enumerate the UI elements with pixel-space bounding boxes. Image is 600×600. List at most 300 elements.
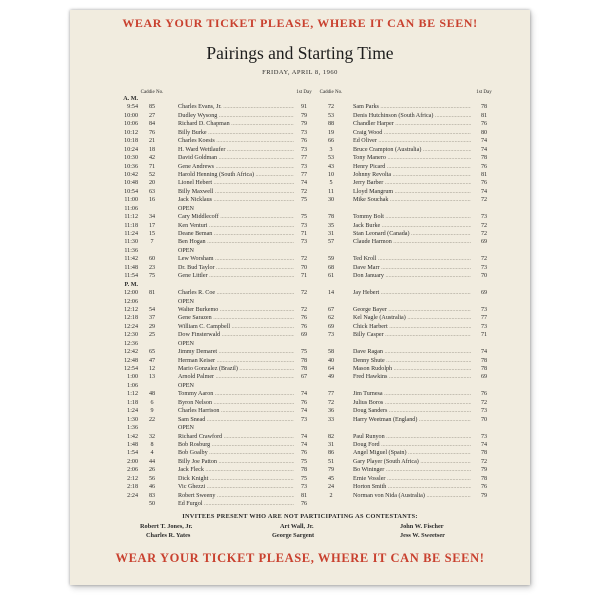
pairing-row [70, 500, 530, 508]
caddie-number: 58 [327, 349, 335, 356]
caddie-number: 42 [148, 155, 156, 162]
player-name: Robert Sweeny ..... [178, 492, 294, 500]
invitee-name: George Sargent [272, 532, 315, 539]
tee-time: 2:18 [127, 484, 138, 491]
tee-time: 2:06 [127, 467, 138, 474]
tee-time: 12:36 [124, 340, 138, 347]
caddie-number: 68 [327, 264, 335, 271]
tee-time: 11:30 [124, 239, 138, 246]
tee-time: 2:12 [127, 475, 138, 482]
tee-time: 11:36 [124, 247, 138, 254]
tee-time: 11:48 [124, 264, 138, 271]
caddie-number: 82 [327, 433, 335, 440]
tee-time: 12:24 [124, 323, 138, 330]
caddie-number: 72 [327, 399, 335, 406]
player-name: Claude Harmon ..... [353, 238, 471, 246]
caddie-number: 16 [148, 197, 156, 204]
tee-time: 12:42 [124, 349, 138, 356]
caddie-number: 63 [148, 188, 156, 195]
player-name: Sam Snead ..... [178, 416, 294, 424]
player-name: Herman Keiser ..... [178, 357, 294, 365]
first-day-score: 73 [294, 163, 314, 171]
first-day-score: 72 [474, 458, 494, 466]
player-name: Lionel Hebert ..... [178, 179, 294, 187]
player-name: Billy Maxwell ..... [178, 188, 294, 196]
caddie-number: 11 [328, 188, 334, 195]
first-day-score: 67 [294, 373, 314, 381]
caddie-number: 35 [327, 222, 335, 229]
player-name: Chick Harbert ..... [353, 323, 471, 331]
caddie-number: 65 [148, 349, 156, 356]
pairing-row [70, 264, 530, 272]
pairing-row [70, 179, 530, 187]
first-day-score: 76 [294, 137, 314, 145]
tee-time: 10:30 [124, 155, 138, 162]
first-day-score: 73 [294, 146, 314, 154]
first-day-score: 70 [474, 416, 494, 424]
first-day-header-left: 1st Day [296, 90, 312, 95]
first-day-score: 73 [294, 416, 314, 424]
open-slot-row [70, 340, 530, 348]
pairing-row [70, 373, 530, 381]
player-name: Angel Miguel (Spain) ..... [353, 449, 471, 457]
pairing-row [70, 475, 530, 483]
pairing-row [70, 365, 530, 373]
first-day-score: 76 [294, 314, 314, 322]
caddie-number: 4 [150, 450, 154, 457]
first-day-score: 74 [294, 433, 314, 441]
tee-time: 11:18 [124, 222, 138, 229]
ticket-banner-bottom: WEAR YOUR TICKET PLEASE, WHERE IT CAN BE SEEN! [115, 551, 485, 565]
open-slot-label: OPEN [178, 247, 194, 254]
tee-time: 10:12 [124, 129, 138, 136]
first-day-score: 72 [294, 188, 314, 196]
open-slot-row [70, 382, 530, 390]
tee-time: 1:24 [127, 408, 138, 415]
first-day-score: 73 [294, 238, 314, 246]
pairing-row [70, 154, 530, 162]
player-name: Doug Ford ..... [353, 441, 471, 449]
pairing-row [70, 230, 530, 238]
caddie-number: 50 [148, 501, 156, 507]
pairing-row [70, 129, 530, 137]
caddie-number: 45 [327, 475, 335, 482]
date-line: FRIDAY, APRIL 8, 1960 [262, 69, 338, 76]
player-name: Jay Hebert ..... [353, 289, 471, 297]
tee-time: 11:24 [124, 231, 138, 237]
first-day-score: 74 [294, 407, 314, 415]
pairing-row [70, 348, 530, 356]
tee-time: 12:54 [124, 366, 138, 372]
caddie-number: 3 [329, 146, 333, 153]
player-name: Norman von Nida (Australia) ..... [353, 492, 471, 500]
tee-time: 9:54 [127, 104, 138, 111]
invitee-name: Art Wall, Jr. [280, 523, 314, 530]
first-day-score: 69 [474, 238, 494, 246]
pairing-row [70, 314, 530, 322]
tee-time: 12:48 [124, 357, 138, 364]
tee-time: 11:00 [124, 197, 138, 204]
caddie-number: 53 [327, 155, 335, 162]
caddie-number: 10 [327, 171, 335, 178]
player-name: Jack Nicklaus ..... [178, 196, 294, 204]
caddie-number: 33 [327, 416, 335, 423]
pairing-row [70, 137, 530, 145]
pairing-row [70, 120, 530, 128]
player-name: Arnold Palmer ..... [178, 373, 294, 381]
first-day-score: 72 [294, 289, 314, 297]
player-name: Billy Joe Patton ..... [178, 458, 294, 466]
invitee-name: Robert T. Jones, Jr. [140, 523, 193, 530]
pairing-row [70, 272, 530, 280]
caddie-number: 67 [327, 306, 335, 313]
pairing-row [70, 407, 530, 415]
player-name: Charles R. Coe ..... [178, 289, 294, 297]
caddie-number: 2 [329, 492, 333, 499]
player-name: Chandler Harper ..... [353, 120, 471, 128]
player-name: Gene Andrews ..... [178, 163, 294, 171]
tee-time: 1:48 [127, 441, 138, 448]
first-day-score: 72 [474, 255, 494, 263]
first-day-score: 79 [294, 120, 314, 128]
caddie-number: 76 [148, 129, 156, 136]
tee-time: 1:42 [127, 433, 138, 440]
caddie-number: 27 [148, 112, 156, 119]
pairing-row [70, 323, 530, 331]
first-day-score: 72 [474, 222, 494, 230]
caddie-number: 78 [327, 214, 335, 221]
first-day-score: 78 [474, 365, 494, 373]
first-day-header-right: 1st Day [476, 90, 492, 95]
player-name: Richard D. Chapman ..... [178, 120, 294, 128]
first-day-score: 76 [474, 163, 494, 171]
first-day-score: 75 [294, 196, 314, 204]
first-day-score: 73 [474, 264, 494, 272]
player-name: Dow Finsterwald ..... [178, 331, 294, 339]
caddie-number: 53 [327, 112, 335, 119]
player-name: Richard Crawford ..... [178, 433, 294, 441]
first-day-score: 70 [294, 264, 314, 272]
first-day-score: 69 [474, 289, 494, 297]
pairing-row [70, 146, 530, 154]
first-day-score: 73 [474, 213, 494, 221]
player-name: Jerry Barber ..... [353, 179, 471, 187]
caddie-number: 73 [327, 332, 335, 339]
first-day-score: 75 [294, 475, 314, 483]
first-day-score: 74 [294, 441, 314, 449]
player-name: Bruce Crampton (Australia) ..... [353, 146, 471, 154]
tee-time: 10:42 [124, 171, 138, 178]
first-day-score: 75 [294, 458, 314, 466]
caddie-number: 7 [150, 239, 154, 246]
first-day-score: 73 [474, 407, 494, 415]
pairing-row [70, 188, 530, 196]
tee-time: A. M. [123, 96, 138, 102]
tee-time: 1:06 [127, 382, 138, 389]
player-name: Cary Middlecoff ..... [178, 213, 294, 221]
caddie-number: 15 [148, 231, 156, 237]
first-day-score: 78 [474, 475, 494, 483]
caddie-number: 8 [150, 441, 154, 448]
first-day-score: 74 [294, 390, 314, 398]
pairing-row [70, 306, 530, 314]
tee-time: 1:36 [127, 425, 138, 432]
pairing-row [70, 399, 530, 407]
pairing-row [70, 255, 530, 263]
first-day-score: 69 [294, 331, 314, 339]
caddie-number: 31 [327, 231, 335, 237]
first-day-score: 78 [474, 154, 494, 162]
caddie-number: 19 [327, 129, 335, 136]
first-day-score: 91 [294, 103, 314, 111]
pairing-row [70, 390, 530, 398]
pairings-table [70, 95, 530, 508]
first-day-score: 76 [474, 483, 494, 491]
tee-time: 1:30 [127, 416, 138, 423]
caddie-number: 36 [327, 408, 335, 415]
player-name: Mario Gonzalez (Brazil) ..... [178, 365, 294, 373]
pairing-row [70, 331, 530, 339]
first-day-score: 74 [294, 179, 314, 187]
tee-time: 11:06 [124, 205, 138, 212]
pairing-row [70, 196, 530, 204]
caddie-number: 30 [327, 197, 335, 204]
first-day-score: 69 [474, 373, 494, 381]
first-day-score: 72 [474, 230, 494, 238]
caddie-number: 64 [327, 366, 335, 372]
caddie-number: 60 [148, 256, 156, 263]
pairing-row [70, 449, 530, 457]
player-name: Gary Player (South Africa) ..... [353, 458, 471, 466]
player-name: Harold Henning (South Africa) ..... [178, 171, 294, 179]
pairing-row [70, 416, 530, 424]
first-day-score: 75 [294, 348, 314, 356]
tee-time: 10:18 [124, 138, 138, 145]
tee-time: 10:06 [124, 121, 138, 128]
caddie-header-left: Caddie No. [140, 90, 164, 95]
first-day-score: 73 [474, 306, 494, 314]
first-day-score: 80 [474, 129, 494, 137]
caddie-number: 71 [148, 163, 156, 170]
player-name: Lew Worsham ..... [178, 255, 294, 263]
first-day-score: 72 [294, 306, 314, 314]
first-day-score: 76 [474, 120, 494, 128]
caddie-number: 61 [327, 273, 335, 280]
caddie-number: 14 [327, 290, 335, 297]
caddie-number: 20 [148, 180, 156, 187]
player-name: Tommy Bolt ..... [353, 213, 471, 221]
tee-time: 2:00 [127, 458, 138, 465]
caddie-number: 25 [148, 332, 156, 339]
open-slot-label: OPEN [178, 205, 194, 212]
tee-time: 1:00 [127, 374, 138, 381]
tee-time: 12:18 [124, 315, 138, 322]
caddie-number: 43 [327, 163, 335, 170]
player-name: Jim Turnesa ..... [353, 390, 471, 398]
first-day-score: 76 [294, 500, 314, 508]
player-name: Gene Sarazen ..... [178, 314, 294, 322]
player-name: Charles Evans, Jr. ..... [178, 103, 294, 111]
player-name: Ted Kroll ..... [353, 255, 471, 263]
player-name: Jack Fleck ..... [178, 466, 294, 474]
pairing-row [70, 238, 530, 246]
player-name: Dick Knight ..... [178, 475, 294, 483]
tee-time: 2:24 [127, 492, 138, 499]
player-name: Doug Sanders ..... [353, 407, 471, 415]
player-name: Dave Ragan ..... [353, 348, 471, 356]
first-day-score: 76 [294, 323, 314, 331]
open-slot-row [70, 298, 530, 306]
player-name: Vic Ghezzi ..... [178, 483, 294, 491]
player-name: Denis Hutchinson (South Africa) ..... [353, 112, 471, 120]
pairing-row [70, 458, 530, 466]
tee-time: 12:12 [124, 306, 138, 313]
first-day-score: 70 [474, 272, 494, 280]
player-name: Walter Burkemo ..... [178, 306, 294, 314]
invitees-heading: INVITEES PRESENT WHO ARE NOT PARTICIPATING AS CONTESTANTS: [182, 513, 418, 520]
tee-time: 10:48 [124, 180, 138, 187]
pairing-row [70, 222, 530, 230]
player-name: Tommy Aaron ..... [178, 390, 294, 398]
player-name: H. Ward Wettlaufer ..... [178, 146, 294, 154]
caddie-number: 72 [327, 104, 335, 111]
player-name: Craig Wood ..... [353, 129, 471, 137]
first-day-score: 73 [294, 222, 314, 230]
caddie-number: 6 [150, 399, 154, 406]
caddie-number: 37 [148, 315, 156, 322]
open-slot-label: OPEN [178, 382, 194, 389]
pairing-row [70, 441, 530, 449]
player-name: Billy Casper ..... [353, 331, 471, 339]
player-name: Mason Rudolph ..... [353, 365, 471, 373]
first-day-score: 74 [474, 188, 494, 196]
open-slot-row [70, 424, 530, 432]
player-name: Don January ..... [353, 272, 471, 280]
tee-time: P. M. [124, 281, 138, 288]
first-day-score: 78 [474, 103, 494, 111]
tee-time: 12:30 [124, 332, 138, 339]
tee-time: 11:42 [124, 256, 138, 263]
tee-time: 10:24 [124, 146, 138, 153]
caddie-number: 49 [327, 374, 335, 381]
first-day-score: 81 [294, 492, 314, 500]
first-day-score: 72 [474, 399, 494, 407]
caddie-number: 69 [327, 323, 335, 330]
first-day-score: 77 [294, 154, 314, 162]
caddie-number: 52 [148, 171, 156, 178]
caddie-number: 46 [148, 484, 156, 491]
first-day-score: 74 [474, 348, 494, 356]
caddie-number: 17 [148, 222, 156, 229]
ticket-banner-top: WEAR YOUR TICKET PLEASE, WHERE IT CAN BE SEEN! [122, 16, 478, 30]
first-day-score: 81 [474, 171, 494, 179]
caddie-number: 12 [148, 366, 156, 372]
player-name: Dave Marr ..... [353, 264, 471, 272]
caddie-number: 84 [148, 121, 156, 128]
caddie-number: 59 [327, 256, 335, 263]
player-name: Kel Nagle (Australia) ..... [353, 314, 471, 322]
player-name: George Bayer ..... [353, 306, 471, 314]
player-name: Billy Burke ..... [178, 129, 294, 137]
first-day-score: 78 [294, 357, 314, 365]
player-name: Jimmy Demaret ..... [178, 348, 294, 356]
caddie-number: 23 [148, 264, 156, 271]
player-name: Tony Manero ..... [353, 154, 471, 162]
player-name: Stan Leonard (Canada) ..... [353, 230, 471, 238]
pairing-row [70, 357, 530, 365]
caddie-number: 51 [327, 458, 335, 465]
caddie-number: 24 [327, 484, 335, 491]
first-day-score: 72 [474, 196, 494, 204]
player-name: Ed Furgol ..... [178, 500, 294, 508]
first-day-score: 76 [474, 390, 494, 398]
tee-time: 10:54 [124, 188, 138, 195]
first-day-score: 75 [294, 213, 314, 221]
caddie-number: 88 [327, 121, 335, 128]
open-slot-row [70, 247, 530, 255]
caddie-number: 48 [148, 391, 156, 398]
player-name: Byron Nelson ..... [178, 399, 294, 407]
player-name: Harry Weetman (England) ..... [353, 416, 471, 424]
caddie-number: 31 [327, 441, 335, 448]
pairing-row [70, 433, 530, 441]
player-name: Denny Shute ..... [353, 357, 471, 365]
first-day-score: 71 [474, 331, 494, 339]
first-day-score: 77 [474, 314, 494, 322]
first-day-score: 74 [474, 441, 494, 449]
pairing-row [70, 213, 530, 221]
player-name: Johnny Revolta ..... [353, 171, 471, 179]
player-name: Gene Littler ..... [178, 272, 294, 280]
caddie-number: 13 [148, 374, 156, 381]
caddie-number: 40 [327, 357, 335, 364]
caddie-number: 79 [327, 467, 335, 474]
pairing-row [70, 289, 530, 297]
first-day-score: 78 [474, 449, 494, 457]
first-day-score: 79 [474, 466, 494, 474]
first-day-score: 71 [294, 230, 314, 238]
tee-time: 10:36 [124, 163, 138, 170]
caddie-number: 22 [148, 416, 156, 423]
tee-time: 10:00 [124, 112, 138, 119]
open-slot-label: OPEN [178, 298, 194, 305]
caddie-number: 9 [150, 408, 154, 415]
caddie-number: 57 [327, 239, 335, 246]
player-name: Fred Hawkins ..... [353, 373, 471, 381]
player-name: Julius Boros ..... [353, 399, 471, 407]
caddie-number: 18 [148, 146, 156, 153]
player-name: Charles Koesis ..... [178, 137, 294, 145]
tee-time: 11:54 [124, 273, 138, 280]
pairing-row [70, 163, 530, 171]
first-day-score: 76 [294, 449, 314, 457]
first-day-score: 74 [474, 146, 494, 154]
first-day-score: 76 [294, 399, 314, 407]
player-name: Deane Beman ..... [178, 230, 294, 238]
first-day-score: 79 [294, 112, 314, 120]
invitees-section [70, 513, 530, 539]
player-name: Dudley Wysong ..... [178, 112, 294, 120]
pairing-row [70, 466, 530, 474]
caddie-number: 86 [327, 450, 335, 457]
player-name: Bo Wininger ..... [353, 466, 471, 474]
tee-time: 12:00 [124, 290, 138, 297]
section-header-row [70, 95, 530, 103]
caddie-number: 47 [148, 357, 156, 364]
caddie-number: 21 [148, 138, 156, 145]
pairing-row [70, 483, 530, 491]
first-day-score: 73 [474, 323, 494, 331]
